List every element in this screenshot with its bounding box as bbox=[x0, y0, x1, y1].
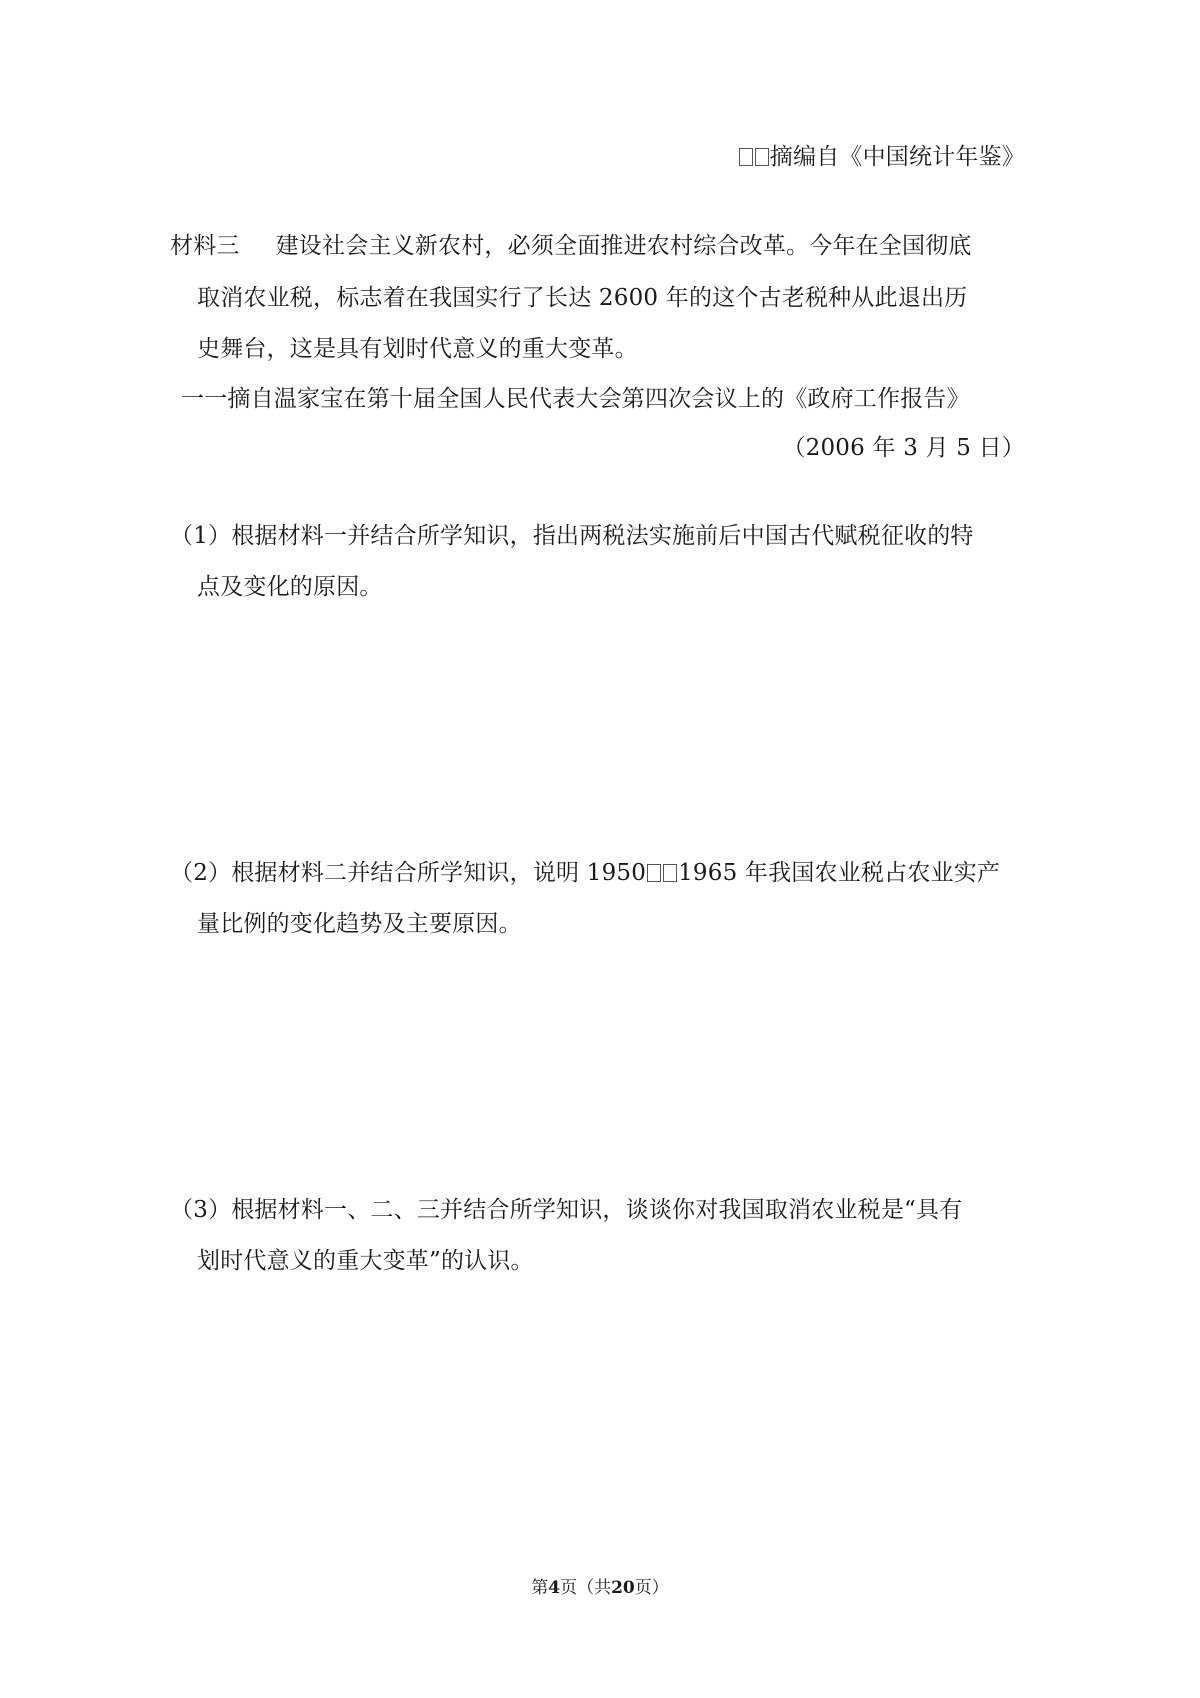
question2-line2: 量比例的变化趋势及主要原因。 bbox=[197, 911, 522, 937]
material3-line1 bbox=[170, 231, 972, 261]
missing-glyph-box bbox=[647, 864, 661, 882]
footer-page-number: 4 bbox=[548, 1578, 561, 1598]
material3-source: 一一摘自温家宝在第十届全国人民代表大会第四次会议上的《政府工作报告》 bbox=[181, 386, 970, 412]
material3-line3: 史舞台，这是具有划时代意义的重大变革。 bbox=[197, 336, 638, 362]
footer-mid: 页（共 bbox=[560, 1578, 612, 1598]
question2-text-a: （2）根据材料二并结合所学知识，说明 1950 bbox=[170, 860, 647, 886]
question1-line2: 点及变化的原因。 bbox=[197, 574, 383, 600]
footer-pre: 第 bbox=[531, 1578, 549, 1598]
page-footer bbox=[0, 1577, 1200, 1599]
question1-line1: （1）根据材料一并结合所学知识，指出两税法实施前后中国古代赋税征收的特 bbox=[170, 523, 974, 549]
material2-source-text: 摘编自《中国统计年鉴》 bbox=[769, 144, 1025, 170]
question2-text-b: 1965 年我国农业税占农业实产 bbox=[678, 860, 1001, 886]
material3-label: 材料三 bbox=[170, 233, 240, 259]
footer-total-pages: 20 bbox=[611, 1578, 635, 1598]
material3-text-line1: 建设社会主义新农村，必须全面推进农村综合改革。今年在全国彻底 bbox=[275, 233, 972, 259]
question3-line1: （3）根据材料一、二、三并结合所学知识，谈谈你对我国取消农业税是“具有 bbox=[170, 1197, 963, 1223]
material3-date: （2006 年 3 月 5 日） bbox=[782, 435, 1025, 461]
material3-line2: 取消农业税，标志着在我国实行了长达 2600 年的这个古老税种从此退出历 bbox=[197, 285, 968, 311]
missing-glyph-box bbox=[739, 148, 753, 166]
missing-glyph-box bbox=[755, 148, 769, 166]
material2-source bbox=[738, 142, 1025, 172]
footer-post: 页） bbox=[634, 1578, 669, 1598]
missing-glyph-box bbox=[663, 864, 677, 882]
question3-line2: 划时代意义的重大变革”的认识。 bbox=[197, 1248, 534, 1274]
question2-line1 bbox=[170, 858, 1000, 888]
